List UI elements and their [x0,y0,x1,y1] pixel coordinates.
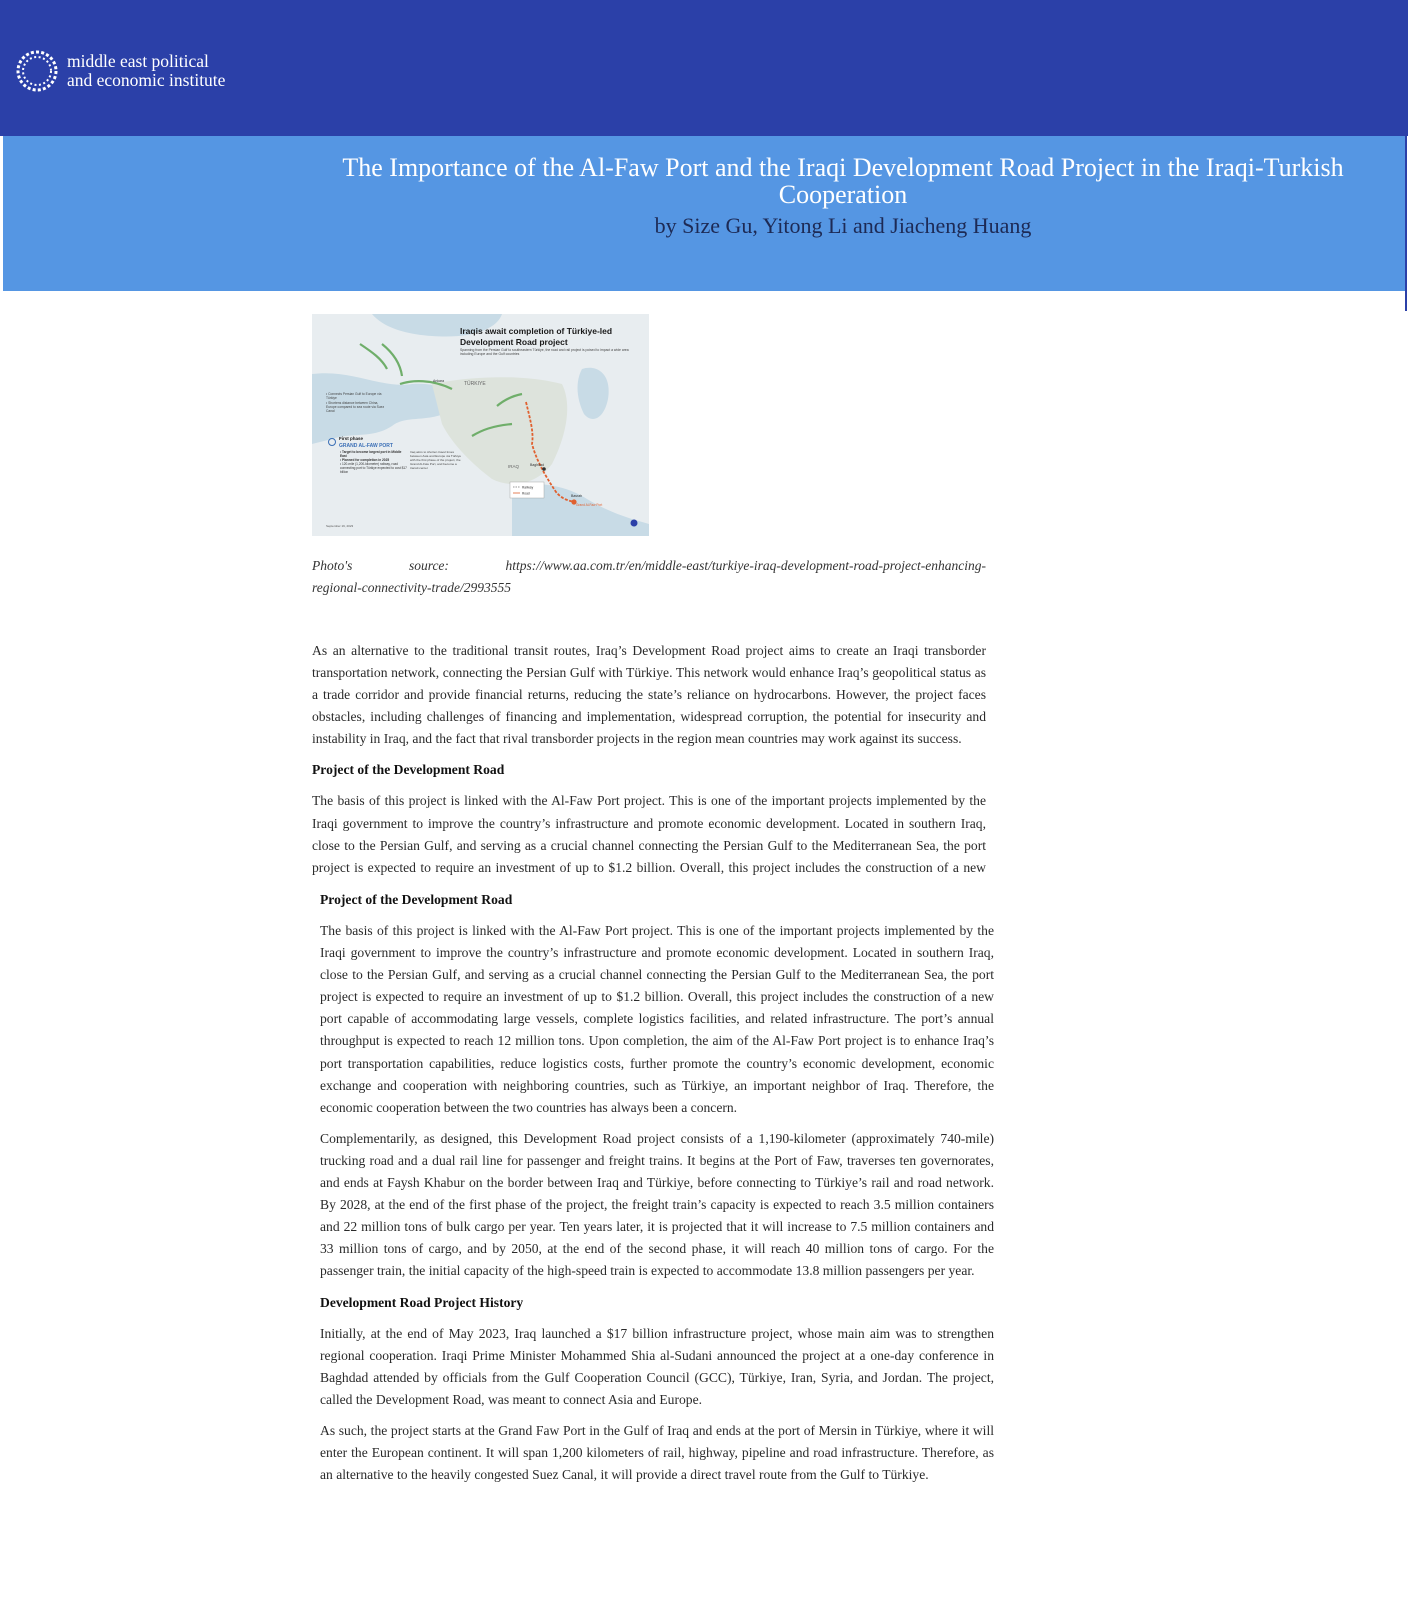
map-bullet-1: • Connects Persian Gulf to Europe via Türkiye [326,392,382,401]
article-section-continued [320,889,994,1495]
map-title-2: Development Road project [460,337,568,347]
map-port-bullet-3: • 120-mile (1,200-kilometer) railway, road connecting port to Türkiye expected to cost $17 billion [340,462,407,475]
logo-text [67,52,225,90]
map-label-port: Grand Al-Faw Port [576,503,603,507]
section-paragraph-capacity: Complementarily, as designed, this Development Road project consists of a 1,190-kilometer (approximately 740-mile) trucking road and a dual rail line for passenger and freight trains. It begins at the Port of Faw, traverses ten governorates, and ends at Faysh Khabur on the border between Iraq and Türkiye, before connecting to Türkiye’s rail and road network. By 2028, at the end of the first phase of the project, the freight train’s capacity is expected to reach 3.5 million containers and 22 million tons of bulk cargo per year. Ten years later, it is projected that it will increase to 7.5 million containers and 33 million tons of cargo, and by 2050, at the end of the second phase, it will reach 40 million tons of cargo. For the passenger train, the initial capacity of the high-speed train is expected to accommodate 13.8 million passengers per year. [320,1130,994,1279]
section-heading-development-road-repeat: Project of the Development Road [320,892,513,907]
section-paragraph: The basis of this project is linked with the Al-Faw Port project. This is one of the important projects implemented by the Iraqi government to improve the country’s infrastructure and promote economic development. Located in southern Iraq, close to the Persian Gulf, and serving as a crucial channel connecting the Persian Gulf to the Mediterranean Sea, the port project is expected to require an investment of up to $1.2 billion. Overall, this project includes the construction of a new [312,793,986,875]
caption-url-part-2[interactable]: regional-connectivity-trade/2993555 [312,580,511,595]
section-paragraph-route: As such, the project starts at the Grand Faw Port in the Gulf of Iraq and ends at the port of Mersin in Türkiye, where it will enter the European continent. It will span 1,200 kilometers of rail, highway, pipeline and road infrastructure. Therefore, as an alternative to the heavily congested Suez Canal, it will provide a direct travel route from the Gulf to Türkiye. [320,1422,994,1483]
site-logo[interactable] [14,48,225,94]
logo-line-2: and economic institute [67,70,226,90]
intro-paragraph: As an alternative to the traditional transit routes, Iraq’s Development Road project aims to create an Iraqi transborder transportation network, connecting the Persian Gulf with Türkiye. This network would enhance Iraq’s geopolitical status as a trade corridor and provide financial returns, reducing the state’s reliance on hydrocarbons. However, the project faces obstacles, including challenges of financing and implementation, widespread corruption, the potential for insecurity and instability in Iraq, and the fact that rival transborder projects in the region mean countries may work against its success. [312,643,986,747]
article-byline: by Size Gu, Yitong Li and Jiacheng Huang [654,213,1032,238]
agency-logo-icon [631,520,638,527]
section-heading-history: Development Road Project History [320,1294,524,1310]
map-iraq-note: Iraq aims to shorten travel times between Asia and Europe via Türkiye with the first phase of the project, the Grand Al-Faw Port, and become a transit center [410,450,462,470]
map-title-1: Iraqis await completion of Türkiye-led [460,326,613,336]
map-port-bullet-2: • Planned for completion in 2025 [340,458,390,463]
site-header [0,0,1408,136]
logo-dots-icon [14,48,60,94]
article-photo-map [312,314,649,536]
article-title: The Importance of the Al-Faw Port and the Iraqi Development Road Project in the Iraqi-Turkish Cooperation [342,153,1344,209]
section-paragraph-port: The basis of this project is linked with the Al-Faw Port project. This is one of the important projects implemented by the Iraqi government to improve the country’s infrastructure and promote economic development. Located in southern Iraq, close to the Persian Gulf, and serving as a crucial channel connecting the Persian Gulf to the Mediterranean Sea, the port project is expected to require an investment of up to $1.2 billion. Overall, this project includes the construction of a new port capable of accommodating large vessels, complete logistics facilities, and related infrastructure. The port’s annual throughput is expected to reach 12 million tons. Upon completion, the aim of the Al-Faw Port project is to enhance Iraq’s port transportation capabilities, reduce logistics costs, further promote the country’s economic development, economic exchange and cooperation with neighboring countries, such as Türkiye, an important neighbor of Iraq. Therefore, the economic cooperation between the two countries has always been a concern. [320,923,994,1115]
caption-word-1: Photo's [312,558,353,573]
article-section-top [312,640,986,876]
banner-edge [1405,136,1407,311]
map-label-turkiye: TÜRKIYE [464,381,486,387]
section-heading-development-road: Project of the Development Road [312,762,505,778]
map-bullet-2: • Shortens distance between China, Europe compared to sea route via Suez Canal [326,400,385,414]
logo-line-1: middle east political [67,51,209,71]
map-graphic [312,314,649,536]
map-legend-railway: Railway [522,485,534,490]
map-first-phase: First phase [339,436,364,441]
title-banner [3,136,1405,291]
map-legend-road: Road [522,491,530,496]
caption-word-2: source: [408,558,449,573]
caption-url-part-1[interactable]: https://www.aa.com.tr/en/middle-east/turkiye-iraq-development-road-project-enhancing- [505,558,986,573]
section-paragraph-launch: Initially, at the end of May 2023, Iraq launched a $17 billion infrastructure project, whose main aim was to strengthen regional cooperation. Iraqi Prime Minister Mohammed Shia al-Sudani announced the project at a one-day conference in Baghdad attended by officials from the Gulf Cooperation Council (GCC), Türkiye, Iran, Syria, and Jordan. The project, called the Development Road, was meant to connect Asia and Europe. [320,1325,994,1407]
map-date: September 19, 2023 [326,524,354,528]
map-label-ankara: Ankara [433,379,445,383]
map-subtitle: Spanning from the Persian Gulf to southeastern Türkiye, the road and rail project is poised to impact a wide area including Europe and the Gulf countries [460,348,629,357]
map-port-bullet-1: • Target to become largest port in Middle East [340,450,402,459]
title-block [303,154,1383,240]
map-label-basrah: Basrah [571,494,583,498]
map-grand-port: GRAND AL-FAW PORT [339,443,393,449]
map-label-baghdad: Baghdad [530,463,545,467]
photo-caption [312,555,986,599]
map-label-iraq: IRAQ [508,464,520,469]
